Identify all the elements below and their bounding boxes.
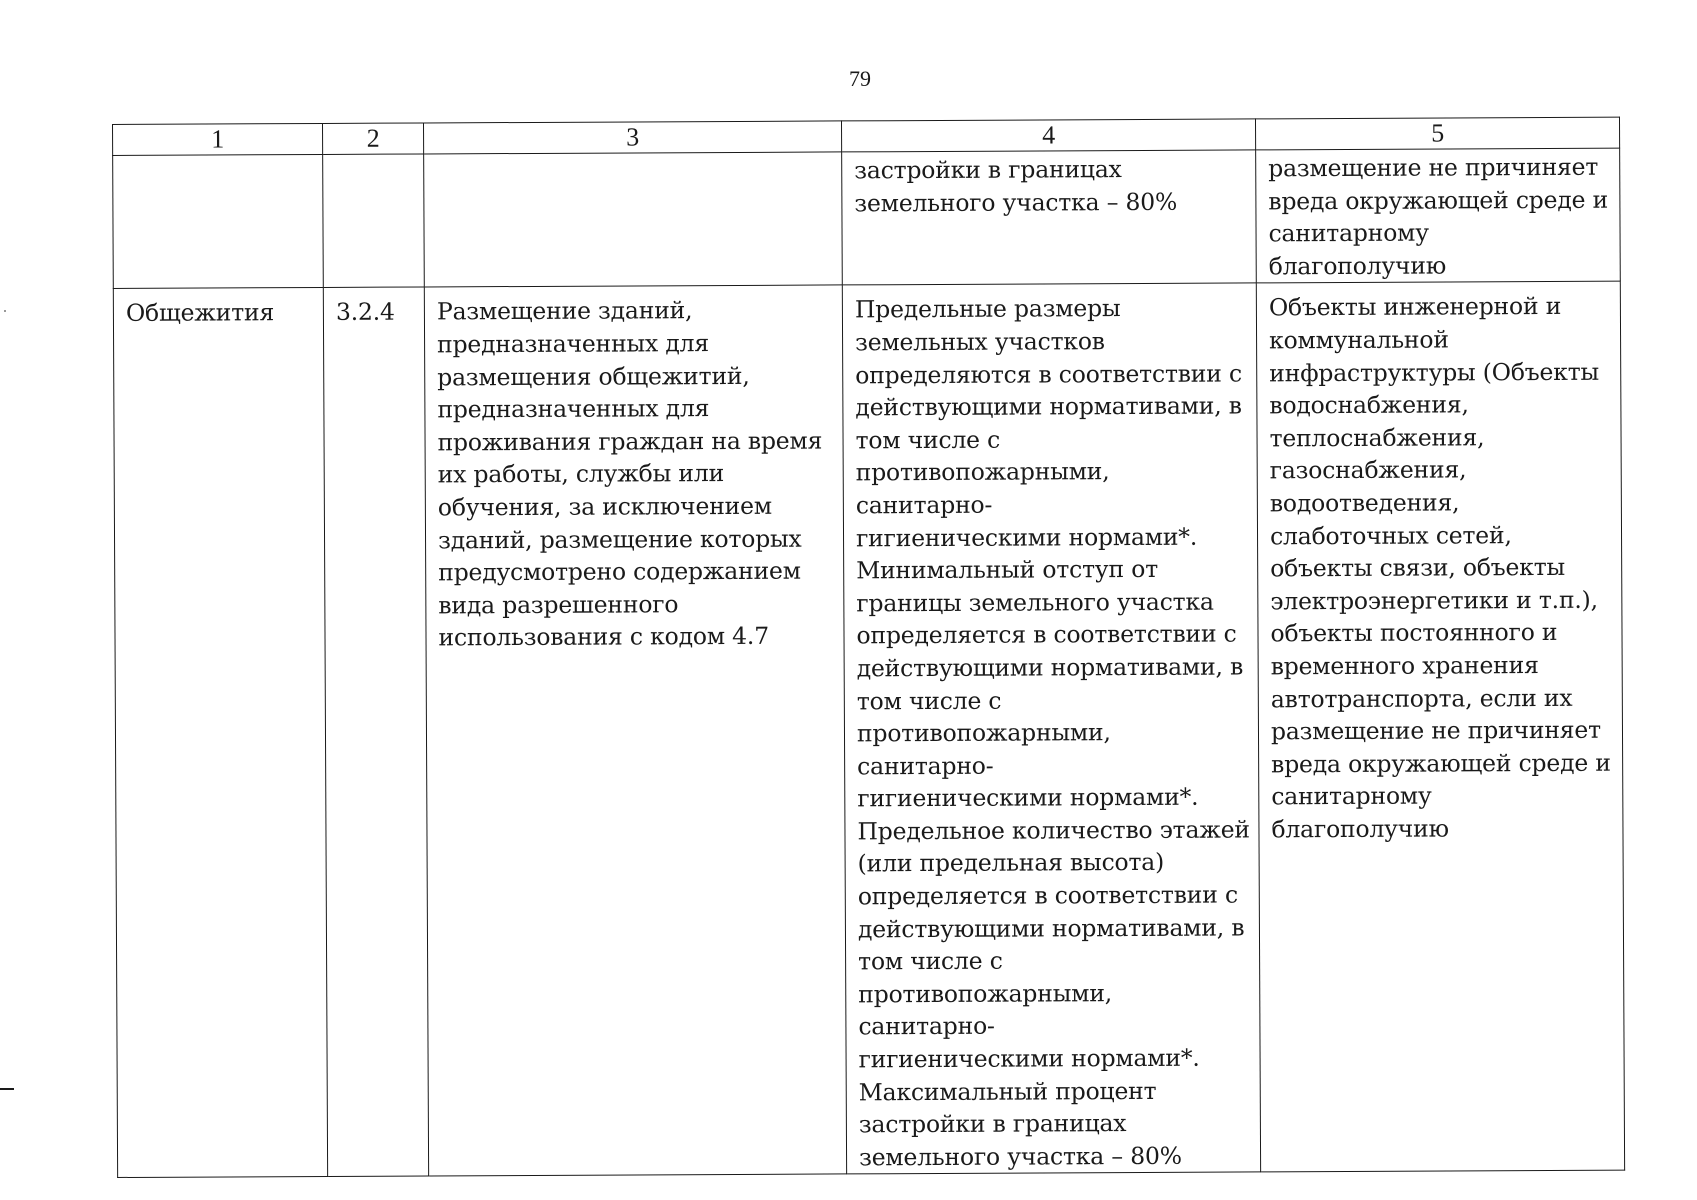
cell-auxiliary-uses: Объекты инженерной и коммунальной инфраструктуры (Объекты водоснабжения, теплоснабжения, газоснабжения, водоотведения, слаботочных сетей, объекты связи, объекты электроэнергетики и т.п.), объекты постоянного и временного хранения автотранспорта, если их размещение не причиняет вреда окружающей среде и санитарному благополучию [1256, 282, 1624, 1173]
land-use-table [112, 117, 1625, 1179]
cont-cell-auxiliary: размещение не причиняет вреда окружающей среде и санитарному благополучию [1256, 148, 1621, 283]
table-row-continuation [113, 148, 1621, 289]
cont-cell-name [113, 154, 324, 288]
header-cell-5: 5 [1255, 117, 1619, 150]
cell-use-description: Размещение зданий, предназначенных для размещения общежитий, предназначенных для проживания граждан на время их работы, службы или обучения, за исключением зданий, размещение которых предусмотрено содержанием вида разрешенного использования с кодом 4.7 [424, 285, 846, 1176]
page-number: 79 [849, 66, 871, 91]
header-cell-1: 1 [113, 123, 323, 155]
cont-cell-code [323, 154, 425, 288]
cell-parameters: Предельные размеры земельных участков определяются в соответствии с действующими нормативами, в том числе с противопожарными, санитарно- гигиеническими нормами*. Минимальный отступ от границы земельного участка определяется в соответствии с действующими нормативами, в том числе с противопожарными, санитарно- гигиеническими нормами*. Предельное количество этажей (или предельная высота) определяется в соответствии с действующими нормативами, в том числе с противопожарными, санитарно- гигиеническими нормами*. Максимальный процент застройки в границах земельного участка – 80% [842, 283, 1260, 1174]
cell-use-code: 3.2.4 [323, 287, 428, 1177]
scan-dot [4, 310, 6, 312]
table-row [113, 282, 1624, 1178]
header-cell-4: 4 [841, 119, 1255, 152]
cell-use-name: Общежития [113, 288, 327, 1178]
cont-cell-description [424, 152, 843, 287]
margin-mark [0, 1088, 14, 1090]
header-cell-2: 2 [322, 123, 423, 154]
header-cell-3: 3 [423, 121, 841, 154]
cont-cell-parameters: застройки в границах земельного участка – 80% [842, 150, 1257, 285]
